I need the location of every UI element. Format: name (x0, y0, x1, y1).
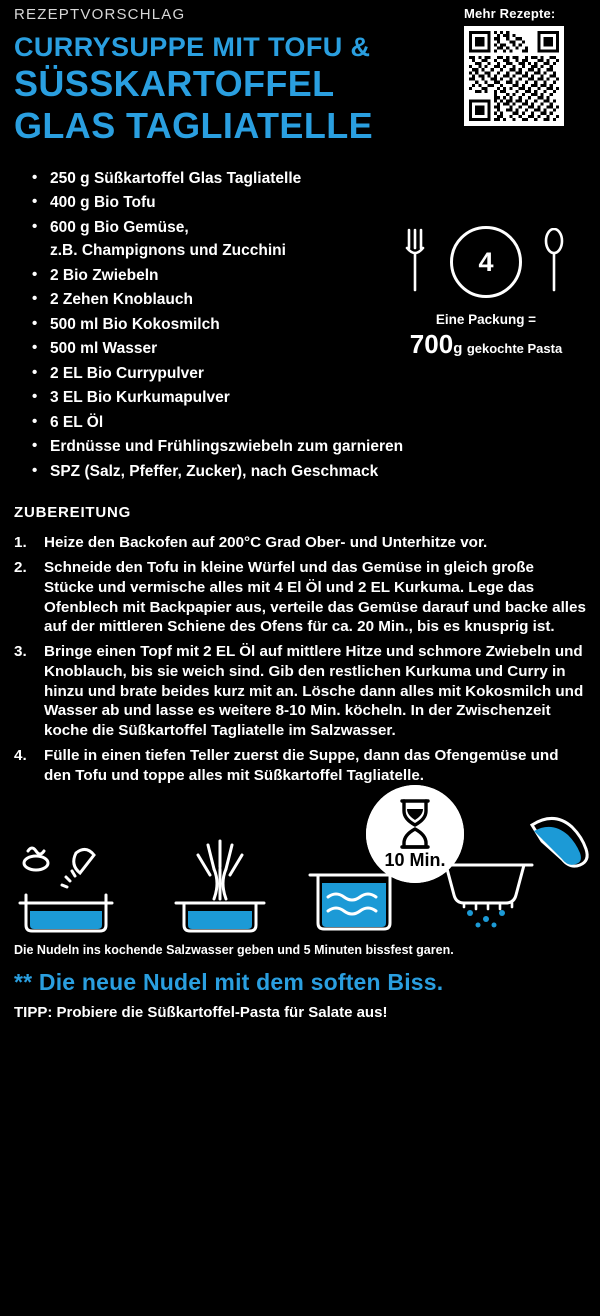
pack-amount (396, 329, 576, 360)
title-line-2: SÜSSKARTOFFEL (14, 63, 335, 105)
list-item: • 500 ml Bio Kokosmilch (32, 317, 414, 342)
step-text: Bringe einen Topf mit 2 EL Öl auf mittlere Hitze und schmore Zwiebeln und Knoblauch, bis sie weich sind. Gib den restlichen Kurkuma und Curry in hinzu und brate beides kurz mit an. Lösche dann alles mit Kokosmilch und Wasser ab und lasse es weitere 8-10 Min. köcheln. In der Zwischenzeit koche die Süßkartoffel Tagliatelle im Salzwasser. (44, 643, 584, 740)
title-line-1: CURRYSUPPE MIT TOFU & (14, 32, 371, 62)
step-text: Heize den Backofen auf 200°C Grad Ober- und Unterhitze vor. (44, 534, 488, 552)
salt-pot-icon (14, 833, 134, 933)
footer-tipp: TIPP: Probiere die Süßkartoffel-Pasta für Salate aus! (14, 1004, 388, 1022)
list-item: • Erdnüsse und Frühlingszwiebeln zum garnieren (32, 439, 414, 464)
step-item (14, 533, 586, 553)
list-item: • 2 Zehen Knoblauch (32, 292, 414, 317)
portion-info (396, 222, 576, 360)
pack-amount-value: 700 (409, 329, 454, 359)
footer-note: Die Nudeln ins kochende Salzwasser geben und 5 Minuten bissfest garen. (14, 943, 454, 958)
list-item: • 3 EL Bio Kurkumapulver (32, 390, 414, 415)
step-number: 3. (14, 643, 27, 661)
list-item-line: 600 g Bio Gemüse, (50, 218, 189, 236)
qr-label: Mehr Rezepte: (464, 6, 556, 21)
list-item-subline: z.B. Champignons und Zucchini (50, 242, 286, 260)
list-item: • SPZ (Salz, Pfeffer, Zucker), nach Geschmack (32, 464, 414, 489)
qr-code-icon[interactable] (464, 26, 564, 126)
list-item: • 2 EL Bio Currypulver (32, 366, 414, 391)
pack-amount-rest: gekochte Pasta (466, 341, 563, 356)
step-text: Fülle in einen tiefen Teller zuerst die Suppe, dann das Ofengemüse und den Tofu und toppe alles mit Süßkartoffel Tagliatelle. (44, 746, 559, 784)
step-item (14, 746, 586, 786)
list-item: • 6 EL Öl (32, 415, 414, 440)
step-number: 4. (14, 746, 27, 764)
spoon-icon (542, 228, 568, 294)
list-item (32, 220, 414, 268)
servings-badge: 4 (450, 226, 522, 298)
fork-icon (404, 228, 430, 294)
qr-block (464, 6, 584, 126)
pack-label: Eine Packung = (435, 312, 537, 327)
pack-amount-unit: g (453, 340, 463, 357)
list-item: • 500 ml Wasser (32, 341, 414, 366)
footer-slogan: ** Die neue Nudel mit dem soften Biss. (14, 969, 444, 996)
cutlery-illustration (396, 222, 576, 302)
pasta-pot-icon (164, 833, 284, 933)
kicker-label: REZEPTVORSCHLAG (14, 6, 186, 23)
preparation-title: ZUBEREITUNG (14, 504, 132, 522)
timer-badge (366, 785, 464, 883)
timer-text: 10 Min. (384, 850, 446, 871)
list-item: • 250 g Süßkartoffel Glas Tagliatelle (32, 171, 414, 196)
list-item: • 400 g Bio Tofu (32, 195, 414, 220)
cooking-icon-strip (14, 801, 586, 941)
ingredients-list (14, 171, 414, 489)
step-item (14, 642, 586, 741)
preparation-steps (14, 533, 586, 785)
step-number: 2. (14, 559, 27, 577)
step-item (14, 558, 586, 637)
list-item: • 2 Bio Zwiebeln (32, 268, 414, 293)
title-line-3: GLAS TAGLIATELLE (14, 105, 374, 147)
step-text: Schneide den Tofu in kleine Würfel und das Gemüse in gleich große Stücke und vermische alles mit 4 El Öl und 2 EL Kurkuma. Lege das Ofenblech mit Backpapier aus, verteile das Gemüse darauf und backe alles auf der mittleren Schiene des Ofens für ca. 20 Min., bis es knusprig ist. (44, 559, 586, 636)
step-number: 1. (14, 534, 27, 552)
